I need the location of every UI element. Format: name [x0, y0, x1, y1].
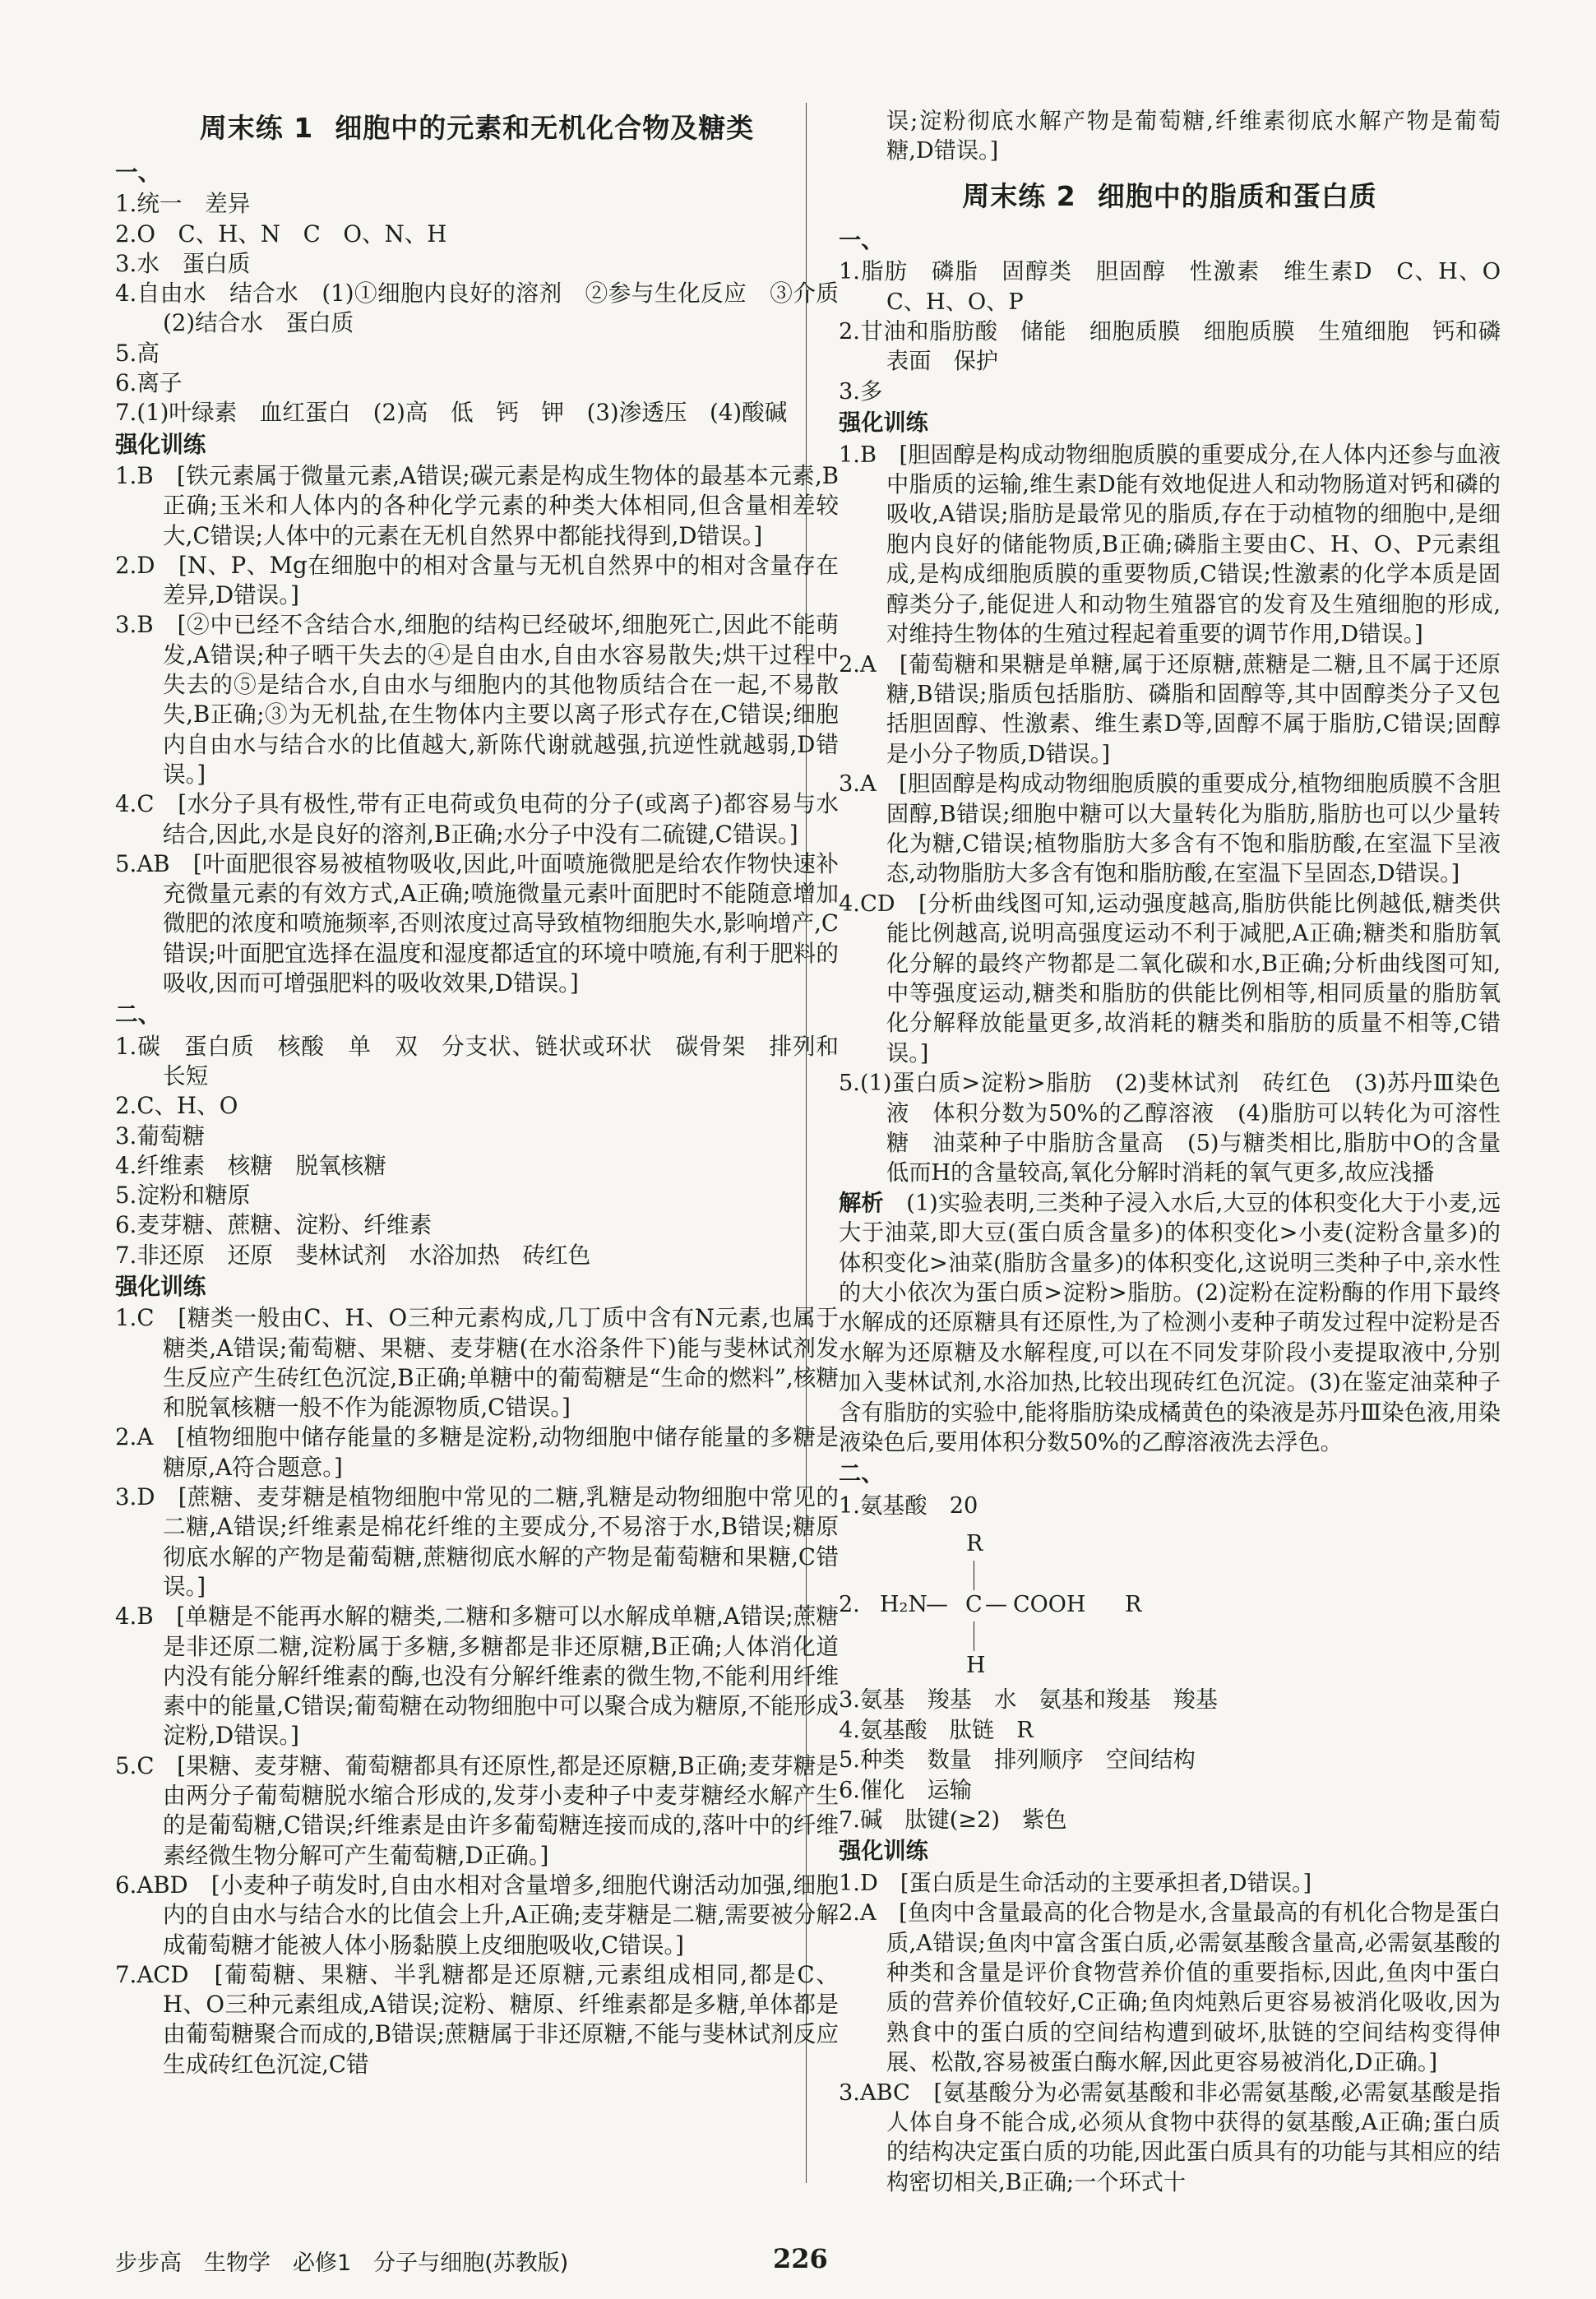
- answer-list: [115, 1032, 839, 1270]
- answer-list: [839, 257, 1524, 407]
- training-item: 3.ABC [氨基酸分为必需氨基酸和非必需氨基酸,必需氨基酸是指人体自身不能合成,必须从食物中获得的氨基酸,A正确;蛋白质的结构决定蛋白质的功能,因此蛋白质具有的功能与其相应的结构密切相关,B正确;一个环式十: [839, 2079, 1501, 2195]
- answer-item: 5.种类 数量 排列顺序 空间结构: [839, 1747, 1196, 1774]
- continued-text: 误;淀粉彻底水解产物是葡萄糖,纤维素彻底水解产物是葡萄糖,D错误。]: [886, 109, 1501, 164]
- training-item: 1.D [蛋白质是生命活动的主要承担者,D错误。]: [839, 1870, 1312, 1896]
- answer-item: 5.高: [115, 339, 160, 367]
- answer-item: 5.淀粉和糖原: [115, 1182, 251, 1210]
- answer-item: 2.O C、H、N C O、N、H: [115, 220, 447, 247]
- training-list: [115, 461, 839, 998]
- training-list: [115, 1303, 839, 2079]
- training-item: 3.A [胆固醇是构成动物细胞质膜的重要成分,植物细胞质膜不含胆固醇,B错误;细胞中糖可以大量转化为脂肪,脂肪也可以少量转化为糖,C错误;植物脂肪大多含有不饱和脂肪酸,在室温下呈液态,动物脂肪大多含有饱和脂肪酸,在室温下呈固态,D错误。]: [839, 771, 1501, 887]
- answer-item: 1.统一 差异: [115, 190, 251, 218]
- part-heading: 二、: [839, 1461, 884, 1487]
- answer-item: 1.脂肪 磷脂 固醇类 胆固醇 性激素 维生素D C、H、O C、H、O、P: [839, 259, 1524, 315]
- training-item: 7.ACD [葡萄糖、果糖、半乳糖都是还原糖,元素组成相同,都是C、H、O三种元素组成,A错误;淀粉、糖原、纤维素都是多糖,单体都是由葡萄糖聚合而成的,B错误;蔗糖属于非还原糖,不能与斐林试剂反应生成砖红色沉淀,C错: [115, 1960, 839, 2078]
- part-heading: 二、: [115, 1001, 161, 1029]
- training-item: 5.AB [叶面肥很容易被植物吸收,因此,叶面喷施微肥是给农作物快速补充微量元素的有效方式,A正确;喷施微量元素叶面肥时不能随意增加微肥的浓度和喷施频率,否则浓度过高导致植物细胞失水,影响增产,C错误;叶面肥宜选择在温度和湿度都适宜的环境中喷施,有利于肥料的吸收,因而可增强肥料的吸收效果,D错误。]: [115, 849, 839, 997]
- book-footer: 步步高 生物学 必修1 分子与细胞(苏教版): [115, 2250, 569, 2276]
- section-title-weekend-1: [115, 110, 839, 146]
- formula-r-after: R: [1125, 1592, 1142, 1618]
- right-column: [839, 107, 1524, 2198]
- answer-item: 6.麦芽糖、蔗糖、淀粉、纤维素: [115, 1211, 433, 1239]
- title-text: 细胞中的脂质和蛋白质: [1097, 179, 1377, 212]
- formula-c: C: [965, 1592, 983, 1618]
- answer-item: 4.自由水 结合水 (1)①细胞内良好的溶剂 ②参与生化反应 ③介质 (2)结合水 蛋白质: [115, 280, 862, 337]
- training-item: 2.A [鱼肉中含量最高的化合物是水,含量最高的有机化合物是蛋白质,A错误;鱼肉中富含蛋白质,必需氨基酸含量高,必需氨基酸的种类和含量是评价食物营养价值的重要指标,因此,鱼肉中蛋白质的营养价值较好,C正确;鱼肉炖熟后更容易被消化吸收,因为熟食中的蛋白质的空间结构遭到破坏,肽链的空间结构变得伸展、松散,容易被蛋白酶水解,因此更容易被消化,D正确。]: [839, 1900, 1501, 2076]
- title-number: 周末练 2: [962, 179, 1076, 212]
- training-item: 2.D [N、P、Mg在细胞中的相对含量与无机自然界中的相对含量存在差异,D错误。]: [115, 551, 839, 609]
- formula-cooh: COOH: [1013, 1592, 1086, 1618]
- formula-h-bottom: H: [966, 1653, 986, 1679]
- answer-item: 7.(1)叶绿素 血红蛋白 (2)高 低 钙 钾 (3)渗透压 (4)酸碱: [115, 399, 788, 427]
- formula-h2n: H₂N: [880, 1592, 928, 1618]
- answer-item: 3.多: [839, 378, 883, 405]
- answer-item: 2.甘油和脂肪酸 储能 细胞质膜 细胞质膜 生殖细胞 钙和磷 表面 保护: [839, 319, 1524, 375]
- page-number: 226: [773, 2243, 828, 2274]
- answer-item: 3.葡萄糖: [115, 1122, 206, 1150]
- training-item: 2.A [植物细胞中储存能量的多糖是淀粉,动物细胞中储存能量的多糖是糖原,A符合题意。]: [115, 1423, 839, 1481]
- training-item: 3.D [蔗糖、麦芽糖是植物细胞中常见的二糖,乳糖是动物细胞中常见的二糖,A错误;纤维素是棉花纤维的主要成分,不易溶于水,B错误;糖原彻底水解的产物是葡萄糖,蔗糖彻底水解的产物是葡萄糖和果糖,C错误。]: [115, 1483, 839, 1600]
- analysis-paragraph: [839, 1189, 1501, 1459]
- answer-list: [839, 1686, 1501, 1835]
- training-item: 3.B [②中已经不含结合水,细胞的结构已经破坏,细胞死亡,因此不能萌发,A错误;种子晒干失去的④是自由水,自由水容易散失;烘干过程中失去的⑤是结合水,自由水与细胞内的其他物质结合在一起,不易散失,B正确;③为无机盐,在生物体内主要以离子形式存在,C错误;细胞内自由水与结合水的比值越大,新陈代谢就越强,抗逆性就越弱,D错误。]: [115, 611, 839, 788]
- training-item: 2.A [葡萄糖和果糖是单糖,属于还原糖,蔗糖是二糖,且不属于还原糖,B错误;脂质包括脂肪、磷脂和固醇等,其中固醇类分子又包括胆固醇、性激素、维生素D等,固醇不属于脂肪,C错误;固醇是小分子物质,D错误。]: [839, 651, 1501, 767]
- formula-r-top: R: [966, 1531, 983, 1557]
- answer-item: 7.碱 肽键(≥2) 紫色: [839, 1806, 1067, 1833]
- answer-item: 6.催化 运输: [839, 1777, 972, 1803]
- training-item: 6.ABD [小麦种子萌发时,自由水相对含量增多,细胞代谢活动加强,细胞内的自由水与结合水的比值会上升,A正确;麦芽糖是二糖,需要被分解成葡萄糖才能被人体小肠黏膜上皮细胞吸收,C错误。]: [115, 1871, 839, 1959]
- training-list: [839, 1869, 1501, 2198]
- formula-number: 2.: [839, 1592, 860, 1618]
- bond-right: —: [985, 1592, 1007, 1618]
- answer-item: 4.纤维素 核糖 脱氧核糖: [115, 1151, 386, 1179]
- training-item: 4.C [水分子具有极性,带有正电荷或负电荷的分子(或离子)都容易与水结合,因此,水是良好的溶剂,B正确;水分子中没有二硫键,C错误。]: [115, 790, 839, 848]
- answer-item: 3.水 蛋白质: [115, 249, 251, 277]
- part-heading: 一、: [839, 227, 884, 253]
- answer-item: 4.氨基酸 肽链 R: [839, 1717, 1034, 1743]
- analysis-text: (1)实验表明,三类种子浸入水后,大豆的体积变化大于小麦,远大于油菜,即大豆(蛋白质含量多)的体积变化>小麦(淀粉含量多)的体积变化>油菜(脂肪含量多)的体积变化,这说明三类种子中,亲水性的大小依次为蛋白质>淀粉>脂肪。(2)淀粉在淀粉酶的作用下最终水解成的还原糖具有还原性,为了检测小麦种子萌发过程中淀粉是否水解为还原糖及水解程度,可以在不同发芽阶段小麦提取液中,分别加入斐林试剂,水浴加热,比较出现砖红色沉淀。(3)在鉴定油菜种子含有脂肪的实验中,能将脂肪染成橘黄色的染液是苏丹Ⅲ染色液,用染液染色后,要用体积分数50%的乙醇溶液洗去浮色。: [839, 1190, 1501, 1456]
- answer-item: 1.氨基酸 20: [839, 1492, 978, 1519]
- training-item: 1.C [糖类一般由C、H、O三种元素构成,几丁质中含有N元素,也属于糖类,A错误;葡萄糖、果糖、麦芽糖(在水浴条件下)能与斐林试剂发生反应产生砖红色沉淀,B正确;单糖中的葡萄糖是“生命的燃料”,核糖和脱氧核糖一般不作为能源物质,C错误。]: [115, 1304, 839, 1422]
- training-item: 1.B [铁元素属于微量元素,A错误;碳元素是构成生物体的最基本元素,B正确;玉米和人体内的各种化学元素的种类大体相同,但含量相差较大,C错误;人体中的元素在无机自然界中都能找得到,D错误。]: [115, 461, 839, 549]
- training-item: 4.B [单糖是不能再水解的糖类,二糖和多糖可以水解成单糖,A错误;蔗糖是非还原二糖,淀粉属于多糖,多糖都是非还原糖,B正确;人体消化道内没有能分解纤维素的酶,也没有分解纤维素的微生物,不能利用纤维素中的能量,C错误;葡萄糖在动物细胞中可以聚合成为糖原,不能形成淀粉,D错误。]: [115, 1603, 839, 1750]
- answer-item: 2.C、H、O: [115, 1092, 238, 1120]
- title-number: 周末练 1: [199, 112, 314, 144]
- training-heading: 强化训练: [839, 410, 928, 437]
- analysis-label: 解析: [839, 1190, 884, 1216]
- title-text: 细胞中的元素和无机化合物及糖类: [335, 112, 755, 144]
- section-title-weekend-2: [839, 178, 1501, 215]
- bond-left: —: [926, 1592, 948, 1618]
- answer-item: 3.氨基 羧基 水 氨基和羧基 羧基: [839, 1687, 1218, 1714]
- training-heading: 强化训练: [115, 1272, 206, 1300]
- training-list: [839, 441, 1501, 1189]
- training-heading: 强化训练: [839, 1839, 928, 1865]
- training-item: 4.CD [分析曲线图可知,运动强度越高,脂肪供能比例越低,糖类供能比例越高,说明高强度运动不利于减肥,A正确;糖类和脂肪氧化分解的最终产物都是二氧化碳和水,B正确;分析曲线图可知,中等强度运动,糖类和脂肪的供能比例相等,相同质量的脂肪氧化分解释放能量更多,故消耗的糖类和脂肪的质量不相等,C错误。]: [839, 890, 1501, 1066]
- answer-item: 1.碳 蛋白质 核酸 单 双 分支状、链状或环状 碳骨架 排列和长短: [115, 1032, 839, 1089]
- training-item: 1.B [胆固醇是构成动物细胞质膜的重要成分,在人体内还参与血液中脂质的运输,维生素D能有效地促进人和动物肠道对钙和磷的吸收,A错误;脂肪是最常见的脂质,存在于动植物的细胞中,是细胞内良好的储能物质,B正确;磷脂主要由C、H、O、P元素组成,是构成细胞质膜的重要物质,C错误;性激素的化学本质是固醇类分子,能促进人和动物生殖器官的发育及生殖细胞的形成,对维持生物体的生殖过程起着重要的调节作用,D错误。]: [839, 442, 1501, 648]
- training-item: 5.C [果糖、麦芽糖、葡萄糖都具有还原性,都是还原糖,B正确;麦芽糖是由两分子葡萄糖脱水缩合形成的,发芽小麦种子中麦芽糖经水解产生的是葡萄糖,C错误;纤维素是由许多葡萄糖连接而成的,落叶中的纤维素经微生物分解可产生葡萄糖,D正确。]: [115, 1751, 839, 1869]
- answer-item: 6.离子: [115, 369, 183, 397]
- answer-item: 7.非还原 还原 斐林试剂 水浴加热 砖红色: [115, 1241, 591, 1269]
- part-heading: 一、: [115, 159, 161, 186]
- training-item: 5.(1)蛋白质>淀粉>脂肪 (2)斐林试剂 砖红色 (3)苏丹Ⅲ染色液 体积分数为50%的乙醇溶液 (4)脂肪可以转化为可溶性糖 油菜种子中脂肪含量高 (5)与糖类相比,脂肪中O的含量低而H的含量较高,氧化分解时消耗的氧气更多,故应浅播: [839, 1071, 1501, 1187]
- training-heading: 强化训练: [115, 430, 206, 458]
- amino-acid-structural-formula: [839, 1526, 1501, 1682]
